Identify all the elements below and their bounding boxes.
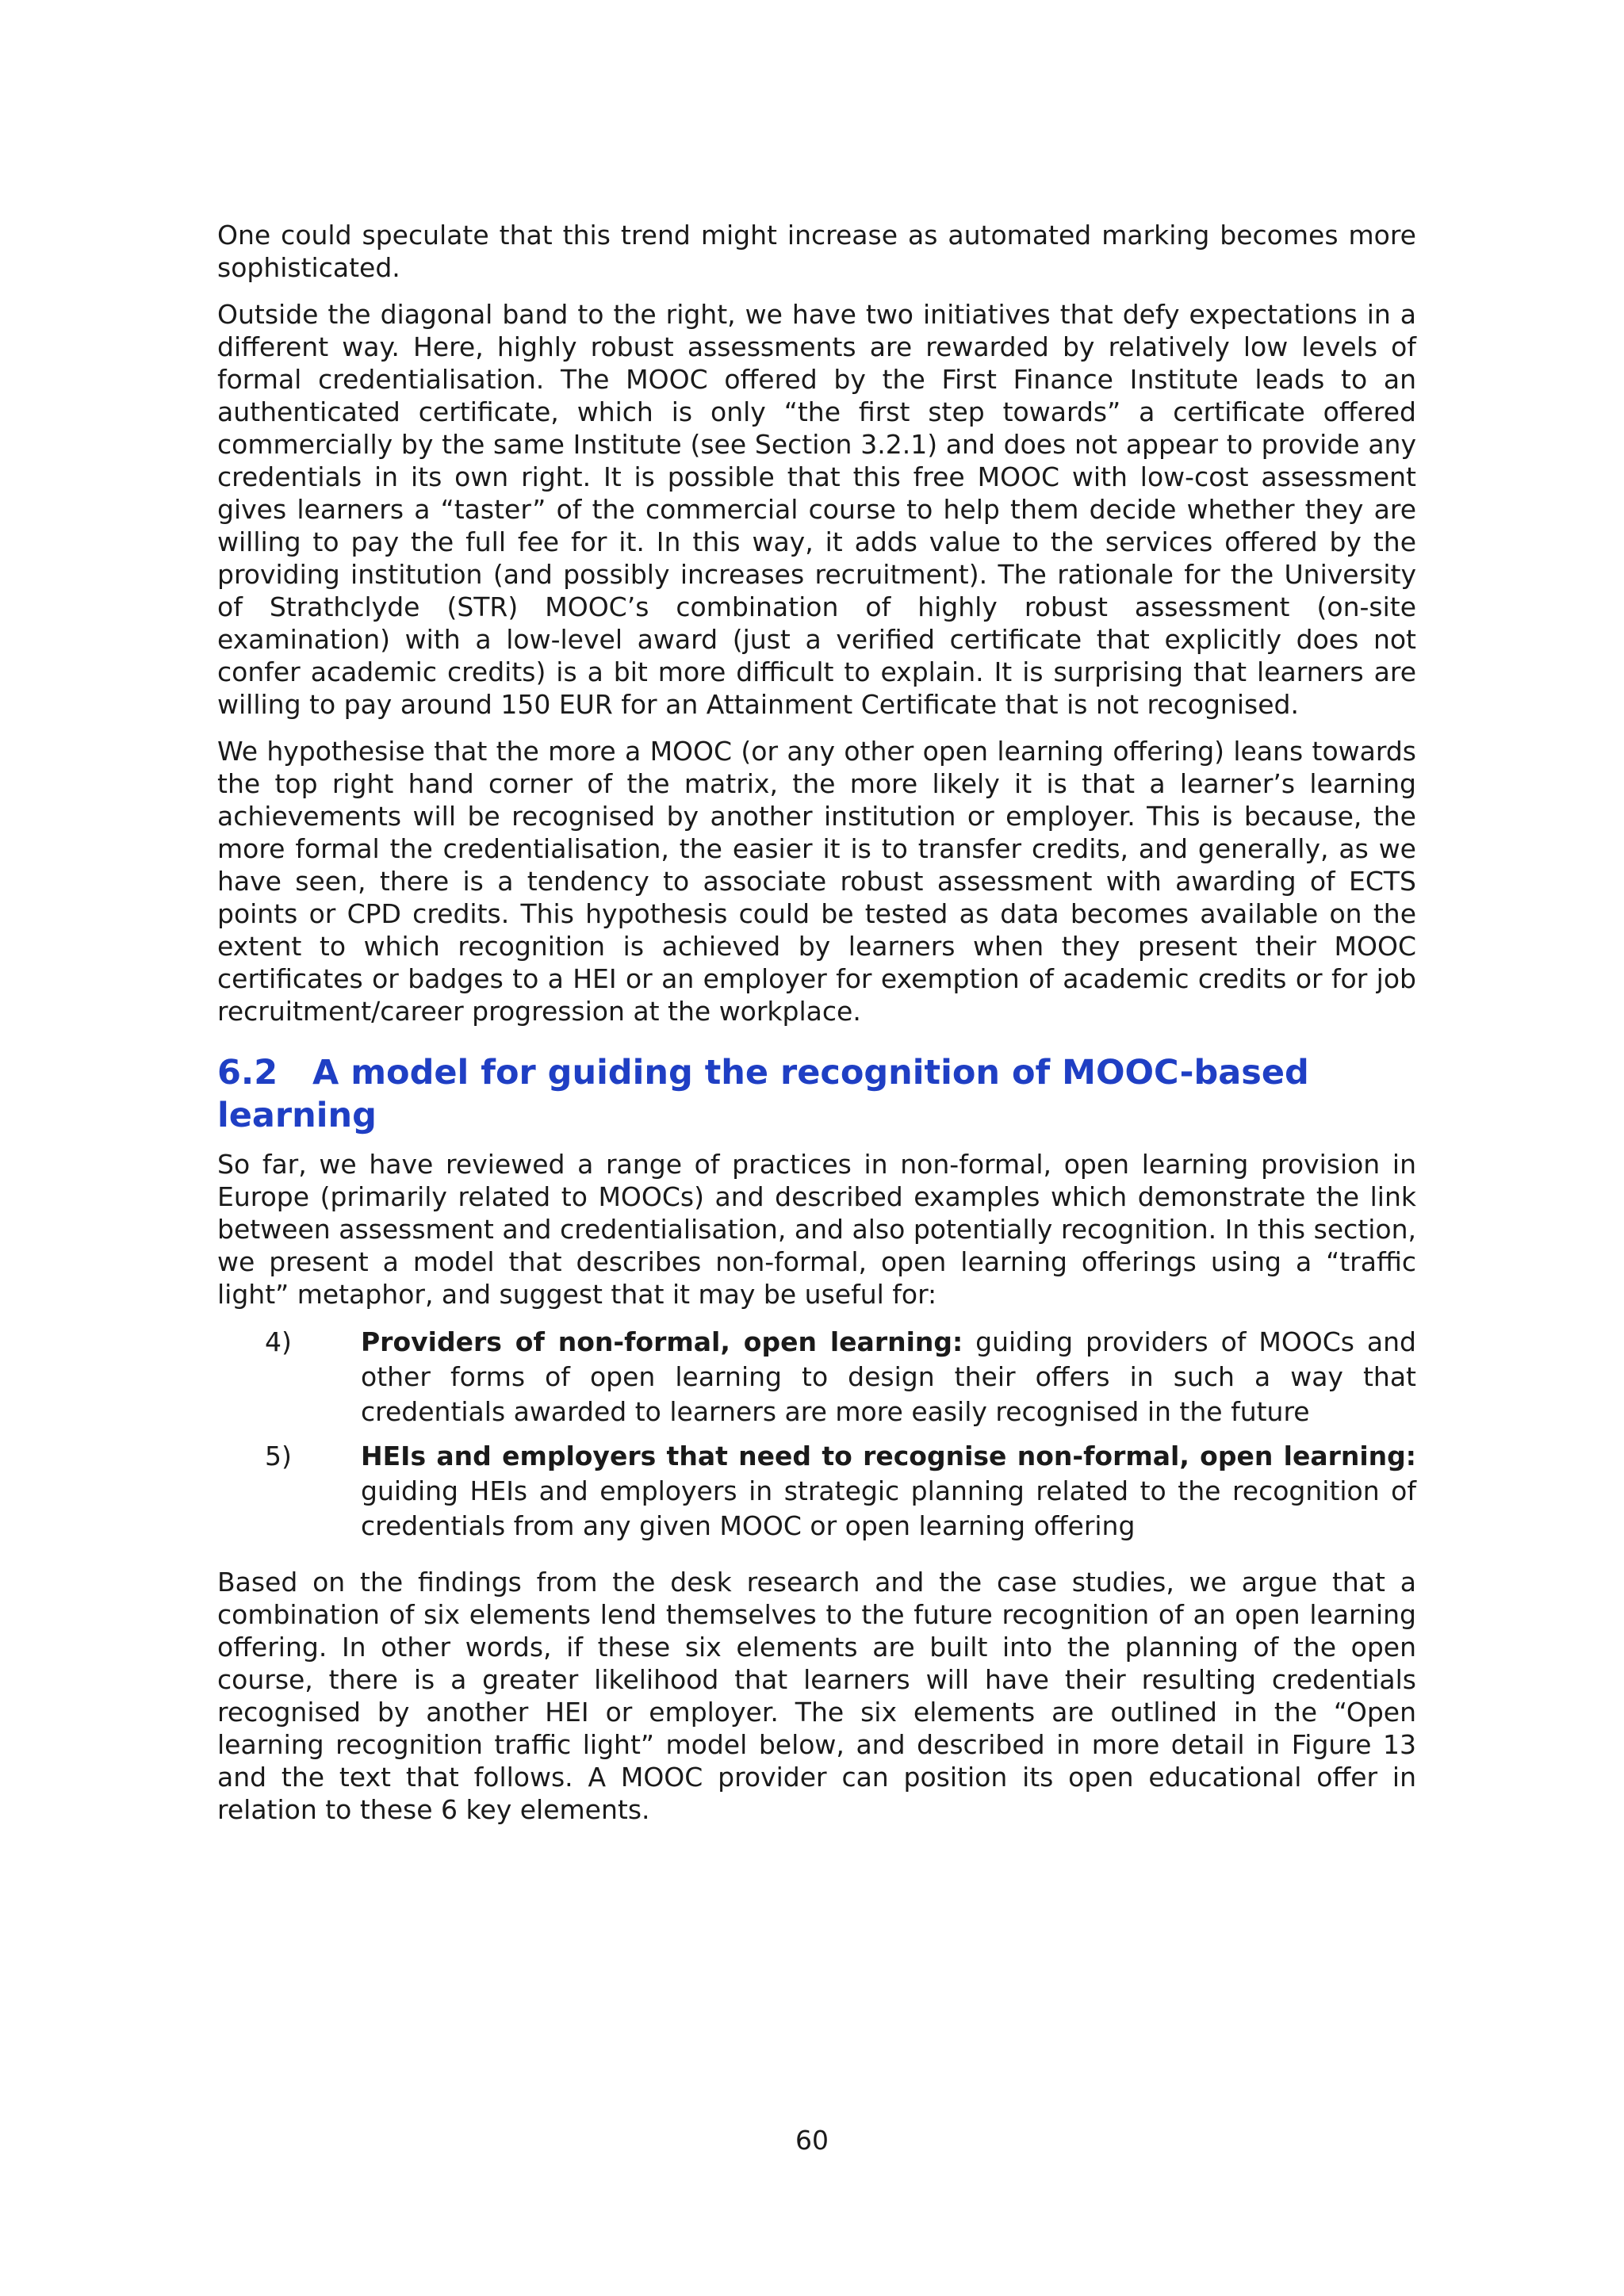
section-title: A model for guiding the recognition of MOOC-based learning (217, 1053, 1309, 1135)
section-intro-paragraph: So far, we have reviewed a range of practices in non-formal, open learning provision in Europe (primarily related to MOOCs) and described examples which demonstrate the link between assessment and credentialisation, and also potentially recognition. In this section, we present a model that describes non-formal, open learning offerings using a “traffic light” metaphor, and suggest that it may be useful for: (217, 1149, 1416, 1310)
paragraph-speculation: One could speculate that this trend might increase as automated marking becomes more sophisticated. (217, 220, 1416, 283)
list-item-bold-label: HEIs and employers that need to recognise non-formal, open learning: (361, 1441, 1416, 1471)
list-item-text: guiding providers of MOOCs and other forms of open learning to design their offers in such a way that credentials awarded to learners are more easily recognised in the future (361, 1326, 1416, 1427)
list-item (217, 1439, 1416, 1544)
list-item (217, 1325, 1416, 1429)
paragraph-hypothesis: We hypothesise that the more a MOOC (or any other open learning offering) leans towards the top right hand corner of the matrix, the more likely it is that a learner’s learning achievements will be recognised by another institution or employer. This is because, the more formal the credentialisation, the easier it is to transfer credits, and generally, as we have seen, there is a tendency to associate robust assessment with awarding of ECTS points or CPD credits. This hypothesis could be tested as data becomes available on the extent to which recognition is achieved by learners when they present their MOOC certificates or badges to a HEI or an employer for exemption of academic credits or for job recruitment/career progression at the workplace. (217, 736, 1416, 1027)
page-number: 60 (795, 2125, 829, 2156)
list-item-text: guiding HEIs and employers in strategic planning related to the recognition of credentials from any given MOOC or open learning offering (361, 1475, 1416, 1541)
section-number: 6.2 (217, 1053, 278, 1093)
paragraph-diagonal-band: Outside the diagonal band to the right, we have two initiatives that defy expectations in a different way. Here, highly robust assessments are rewarded by relatively low levels of formal credentialisation. The MOOC offered by the First Finance Institute leads to an authenticated certificate, which is only “the first step towards” a certificate offered commercially by the same Institute (see Section 3.2.1) and does not appear to provide any credentials in its own right. It is possible that this free MOOC with low-cost assessment gives learners a “taster” of the commercial course to help them decide whether they are willing to pay the full fee for it. In this way, it adds value to the services offered by the providing institution (and possibly increases recruitment). The rationale for the University of Strathclyde (STR) MOOC’s combination of highly robust assessment (on-site examination) with a low-level award (just a verified certificate that explicitly does not confer academic credits) is a bit more difficult to explain. It is surprising that learners are willing to pay around 150 EUR for an Attainment Certificate that is not recognised. (217, 299, 1416, 720)
numbered-list (217, 1325, 1416, 1544)
list-item-bold-label: Providers of non-formal, open learning: (361, 1326, 963, 1357)
list-item-number: 4) (265, 1326, 292, 1357)
closing-paragraph: Based on the findings from the desk research and the case studies, we argue that a combination of six elements lend themselves to the future recognition of an open learning offering. In other words, if these six elements are built into the planning of the open course, there is a greater likelihood that learners will have their resulting credentials recognised by another HEI or employer. The six elements are outlined in the “Open learning recognition traffic light” model below, and described in more detail in Figure 13 and the text that follows. A MOOC provider can position its open educational offer in relation to these 6 key elements. (217, 1567, 1416, 1825)
section-heading (217, 1051, 1416, 1137)
page-content (217, 219, 1416, 1840)
list-item-number: 5) (265, 1441, 292, 1471)
